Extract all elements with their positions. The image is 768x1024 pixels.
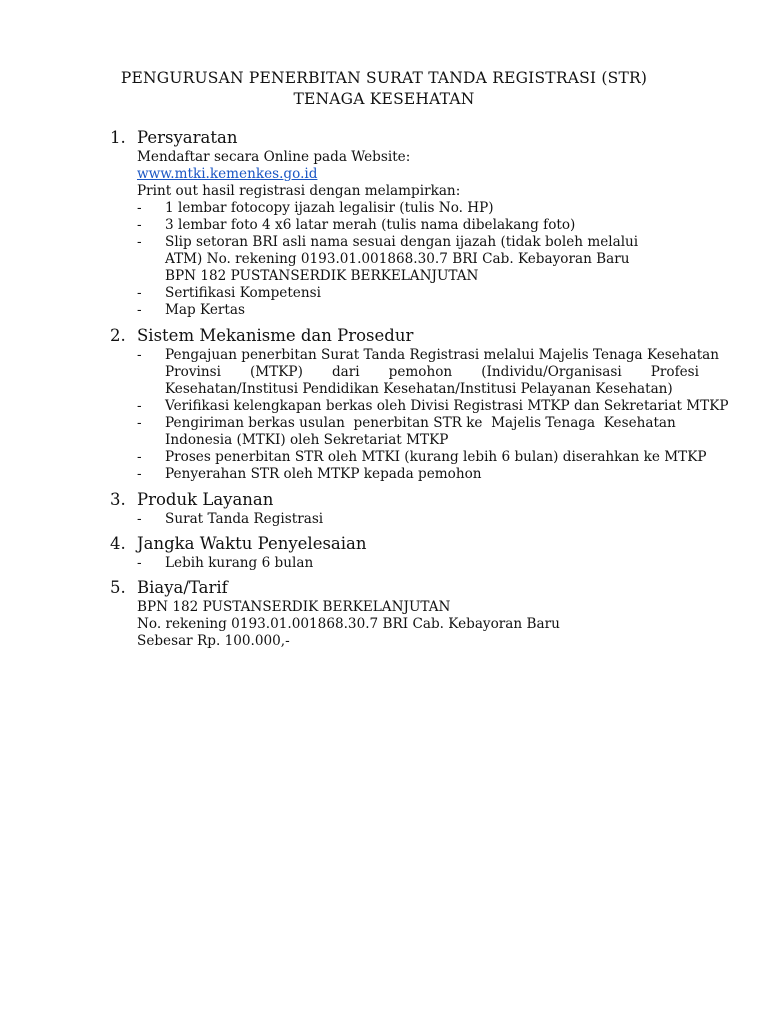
bullet-dash: - [137, 200, 142, 216]
bullet-dash: - [137, 449, 142, 465]
bullet-dash: - [137, 466, 142, 482]
list-item [137, 555, 699, 572]
section-heading [110, 577, 730, 599]
section-biaya-tarif [110, 577, 730, 650]
list-item-text: 1 lembar fotocopy ijazah legalisir (tulis No. HP) [165, 200, 494, 216]
list-item [137, 398, 729, 415]
section-number: 4. [110, 534, 126, 553]
list-item-text: Lebih kurang 6 bulan [165, 555, 314, 571]
section-title: Jangka Waktu Penyelesaian [137, 534, 367, 553]
list-item-text: Map Kertas [165, 302, 245, 318]
section-number: 5. [110, 578, 126, 597]
section-title: Biaya/Tarif [137, 578, 228, 597]
list-item-text: Surat Tanda Registrasi [165, 511, 324, 527]
section-title: Persyaratan [137, 128, 238, 147]
list-item [137, 466, 699, 483]
list-item-text: BPN 182 PUSTANSERDIK BERKELANJUTAN [165, 268, 479, 284]
list-item-text: 3 lembar foto 4 x6 latar merah (tulis nama dibelakang foto) [165, 217, 576, 233]
print-text: Print out hasil registrasi dengan melampirkan: [137, 183, 461, 199]
list-item [137, 200, 699, 217]
bullet-dash: - [137, 285, 142, 301]
section-persyaratan [110, 127, 730, 319]
list-item-text: Slip setoran BRI asli nama sesuai dengan ijazah (tidak boleh melalui [165, 234, 639, 250]
list-item-text: Sertifikasi Kompetensi [165, 285, 321, 301]
bullet-dash: - [137, 347, 142, 363]
bullet-dash: - [137, 511, 142, 527]
bullet-dash: - [137, 302, 142, 318]
list-item [137, 347, 720, 398]
intro-text: Mendaftar secara Online pada Website: [137, 149, 411, 165]
payment-line: No. rekening 0193.01.001868.30.7 BRI Cab. Kebayoran Baru [137, 616, 560, 632]
section-heading [110, 325, 730, 347]
section-body [137, 599, 699, 650]
bullet-dash: - [137, 217, 142, 233]
bullet-dash: - [137, 398, 142, 414]
section-number: 2. [110, 326, 126, 345]
list-item-text: Kesehatan/Institusi Pendidikan Kesehatan/Institusi Pelayanan Kesehatan) [165, 381, 673, 397]
list-item [137, 511, 699, 528]
section-sistem-mekanisme [110, 325, 730, 483]
section-title: Sistem Mekanisme dan Prosedur [137, 326, 414, 345]
section-heading [110, 127, 730, 149]
list-item-text: Indonesia (MTKI) oleh Sekretariat MTKP [165, 432, 449, 448]
payment-line: BPN 182 PUSTANSERDIK BERKELANJUTAN [137, 599, 451, 615]
list-item-text: Provinsi (MTKP) dari pemohon (Individu/Organisasi Profesi [165, 364, 699, 380]
list-item [137, 449, 707, 466]
website-link[interactable]: www.mtki.kemenkes.go.id [137, 166, 318, 182]
section-heading [110, 489, 730, 511]
section-body [137, 555, 699, 572]
list-item [137, 415, 699, 449]
document-title-line-2: TENAGA KESEHATAN [293, 90, 475, 108]
section-title: Produk Layanan [137, 490, 274, 509]
list-item-text: Pengajuan penerbitan Surat Tanda Registrasi melalui Majelis Tenaga Kesehatan [165, 347, 720, 363]
list-item [137, 234, 699, 285]
list-item-text: Verifikasi kelengkapan berkas oleh Divisi Registrasi MTKP dan Sekretariat MTKP [165, 398, 729, 414]
section-body [137, 511, 699, 528]
document-title-line-1: PENGURUSAN PENERBITAN SURAT TANDA REGISTRASI (STR) [120, 69, 648, 87]
bullet-dash: - [137, 415, 142, 431]
bullet-dash: - [137, 234, 142, 250]
list-item [137, 285, 699, 302]
payment-line: Sebesar Rp. 100.000,- [137, 633, 290, 649]
section-number: 1. [110, 128, 126, 147]
list-item-text: Pengiriman berkas usulan penerbitan STR ke Majelis Tenaga Kesehatan [165, 415, 676, 431]
list-item-text: Penyerahan STR oleh MTKP kepada pemohon [165, 466, 482, 482]
section-jangka-waktu [110, 533, 730, 572]
list-item-text: Proses penerbitan STR oleh MTKI (kurang lebih 6 bulan) diserahkan ke MTKP [165, 449, 707, 465]
list-item-text: ATM) No. rekening 0193.01.001868.30.7 BRI Cab. Kebayoran Baru [165, 251, 630, 267]
section-heading [110, 533, 730, 555]
bullet-dash: - [137, 555, 142, 571]
list-item [137, 217, 699, 234]
list-item [137, 302, 699, 319]
section-body [137, 149, 699, 319]
section-produk-layanan [110, 489, 730, 528]
section-number: 3. [110, 490, 126, 509]
section-body [137, 347, 729, 483]
